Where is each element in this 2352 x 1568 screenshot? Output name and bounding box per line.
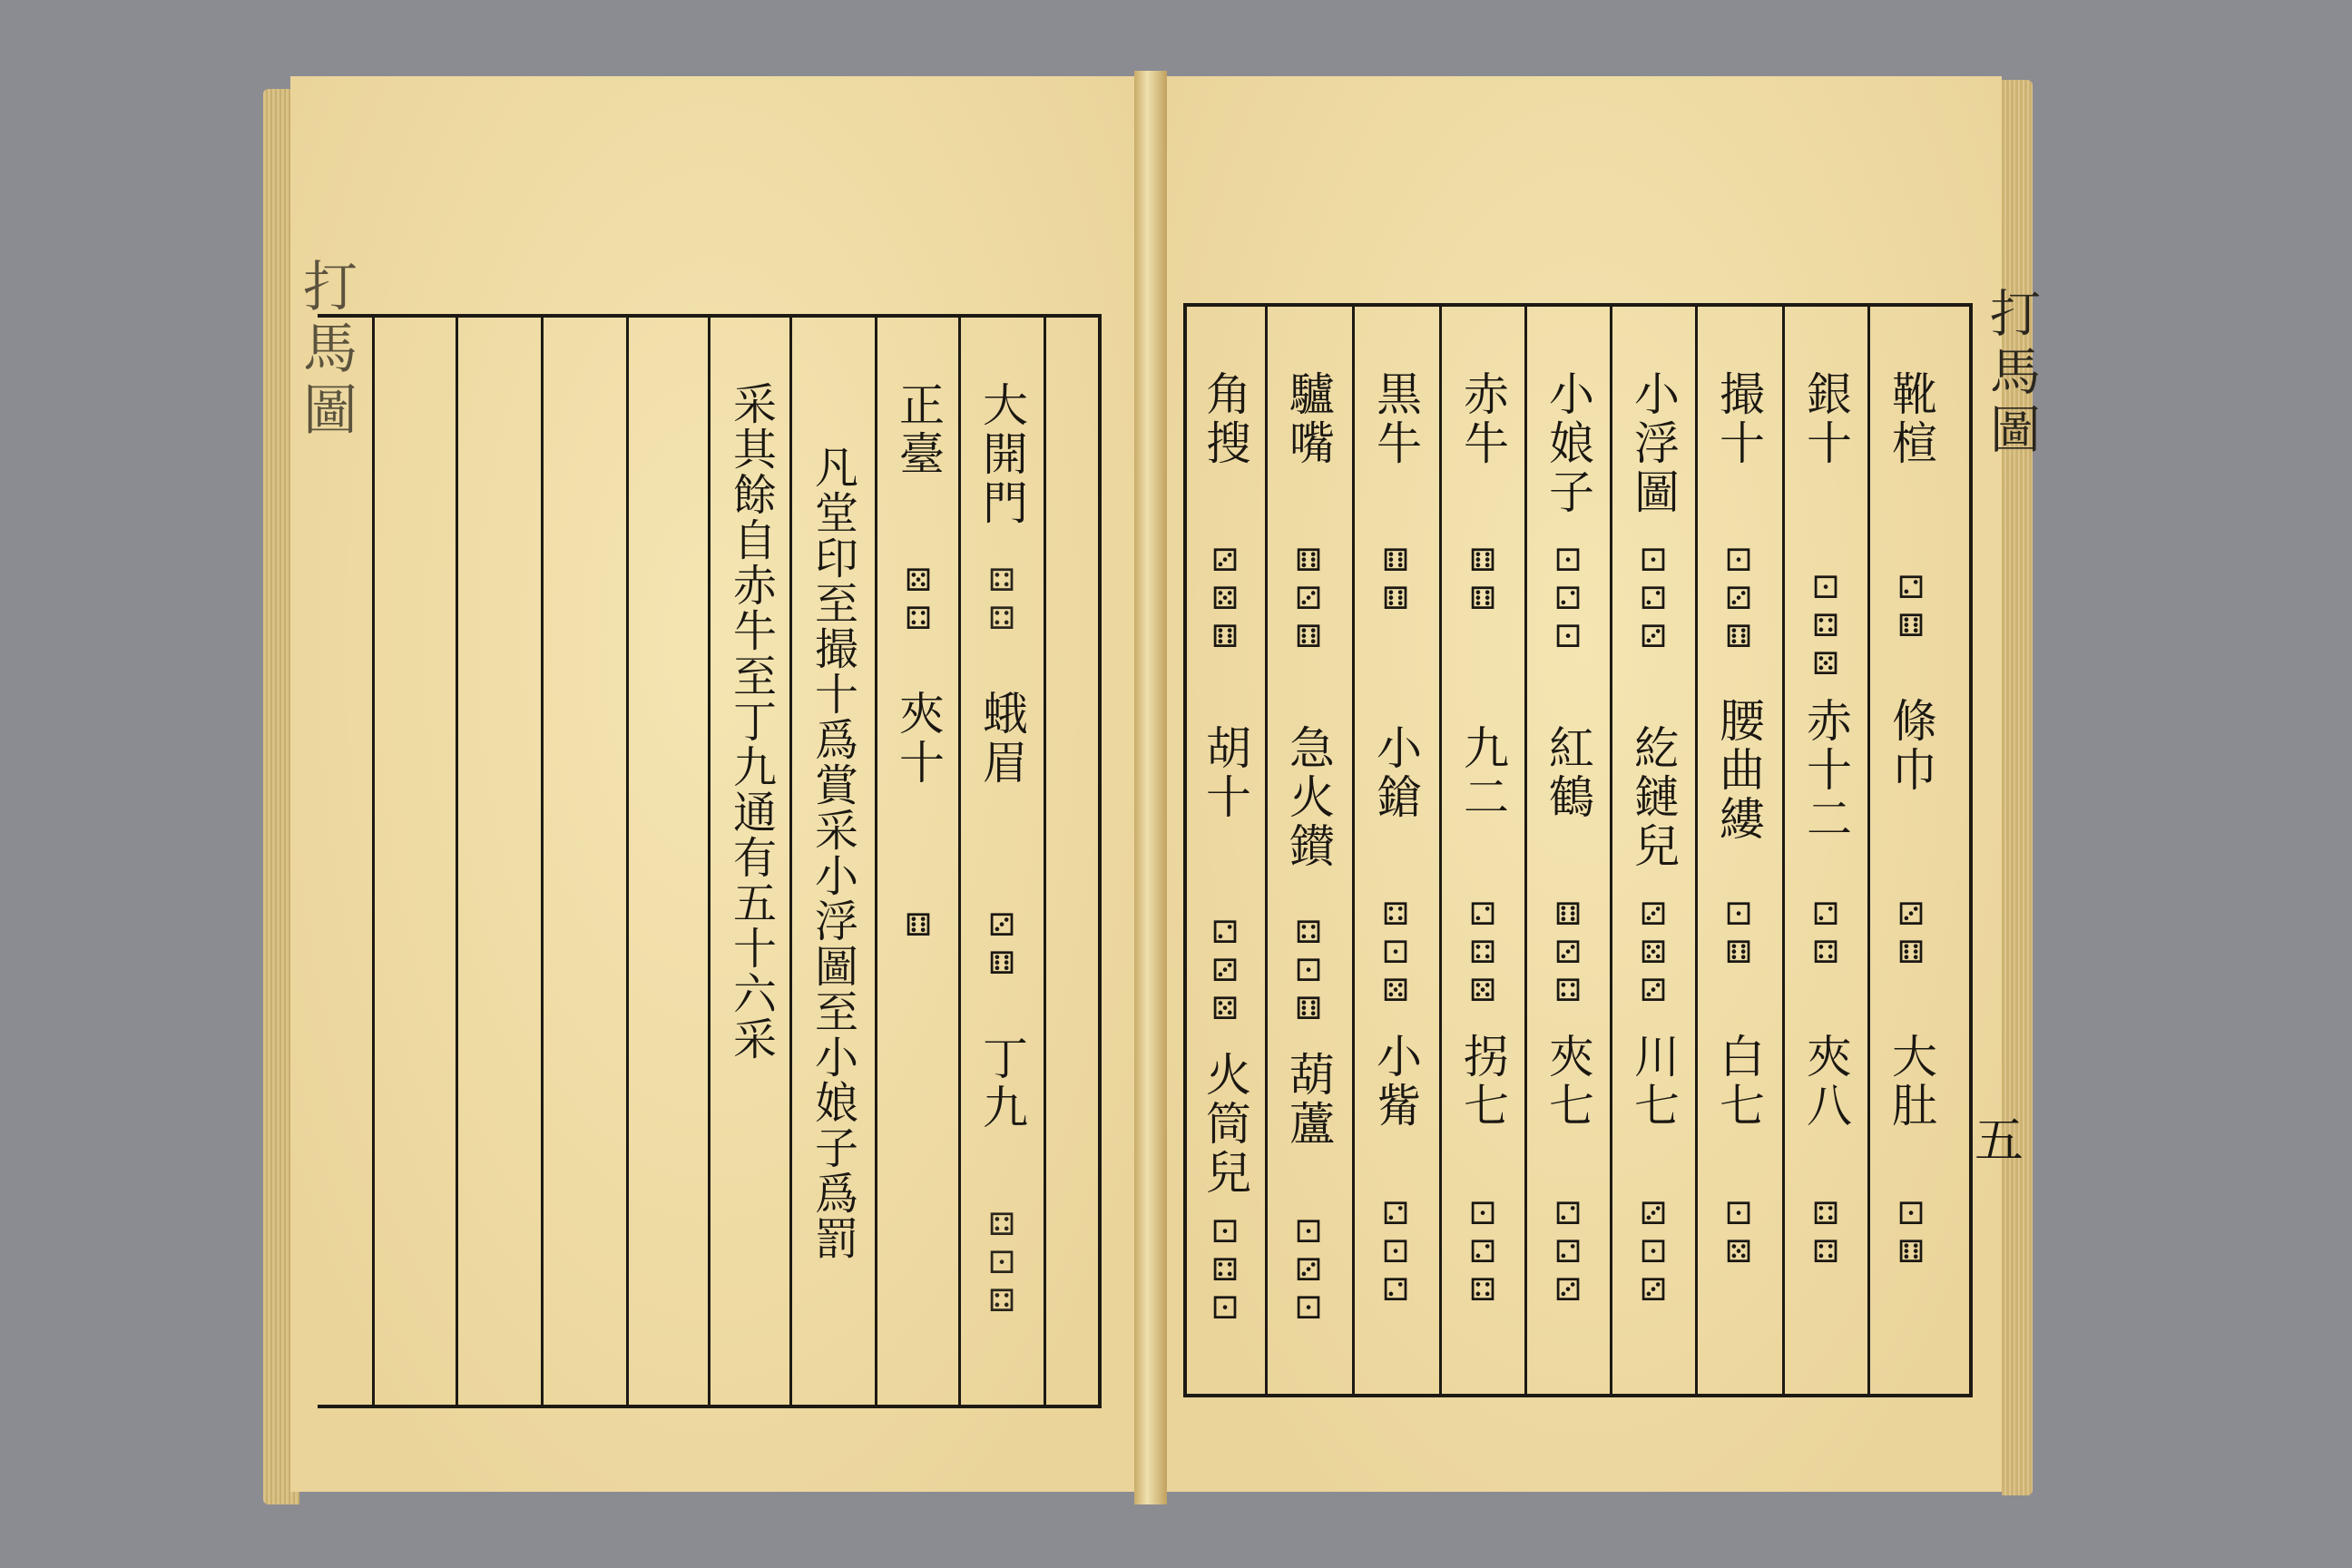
entry-column xyxy=(1439,334,1526,1367)
dice-pattern: ⚀⚅ xyxy=(1893,1196,1929,1272)
margin-title-left: 打馬圖 xyxy=(294,258,358,443)
column-rule xyxy=(541,318,544,1405)
entry-column xyxy=(1352,334,1439,1367)
dice-pattern: ⚀⚄ xyxy=(1720,1196,1757,1272)
entry-name: 火筒兒 xyxy=(1199,1051,1251,1198)
entry-name: 急火鑚 xyxy=(1282,724,1335,871)
dice-pattern: ⚁⚅ xyxy=(1893,570,1929,646)
entry-name: 小鎗 xyxy=(1369,724,1422,822)
right-page xyxy=(1167,76,2041,1492)
entry-heading: 小娘子 xyxy=(1542,370,1594,517)
dice-pattern: ⚀⚅ xyxy=(1720,897,1757,973)
dice-pattern: ⚀⚁⚀ xyxy=(1550,543,1586,657)
entry-column xyxy=(1867,334,1955,1367)
entry-name: 大肚 xyxy=(1885,1033,1937,1131)
entry-name: 蛾眉 xyxy=(975,690,1028,788)
dice-pattern: ⚀⚃⚀ xyxy=(1207,1214,1243,1328)
entry-name: 葫蘆 xyxy=(1282,1051,1335,1149)
text-column xyxy=(708,345,795,1377)
dice-pattern: ⚁⚃ xyxy=(1808,897,1844,973)
entry-column xyxy=(1695,334,1782,1367)
left-page-frame xyxy=(318,314,1102,1408)
entry-column xyxy=(1181,334,1269,1367)
entry-column xyxy=(1524,334,1612,1367)
dice-pattern: ⚂⚄⚂ xyxy=(1635,897,1671,1011)
dice-pattern: ⚃⚃ xyxy=(1808,1196,1844,1272)
dice-pattern: ⚅⚂⚅ xyxy=(1290,543,1327,657)
entry-name: 夾十 xyxy=(892,690,945,788)
entry-name: 腰曲縷 xyxy=(1712,697,1765,844)
entry-heading: 赤牛 xyxy=(1456,370,1509,468)
entry-name: 拐七 xyxy=(1456,1033,1509,1131)
entry-name: 川七 xyxy=(1627,1033,1680,1131)
text-column xyxy=(789,345,877,1377)
column-rule xyxy=(456,318,458,1405)
entry-name: 赤十二 xyxy=(1799,697,1852,844)
dice-pattern: ⚀⚂⚅ xyxy=(1720,543,1757,657)
dice-pattern: ⚀⚂⚀ xyxy=(1290,1214,1327,1328)
entry-column xyxy=(1782,334,1869,1367)
dice-pattern: ⚃⚀⚃ xyxy=(984,1207,1020,1321)
entry-name: 九二 xyxy=(1456,724,1509,822)
dice-pattern: ⚅⚅ xyxy=(1465,543,1501,619)
dice-pattern: ⚁⚃⚄ xyxy=(1465,897,1501,1011)
entry-heading: 角搜 xyxy=(1199,370,1251,468)
entry-column xyxy=(1610,334,1697,1367)
dice-pattern: ⚄⚃ xyxy=(900,563,936,639)
dice-pattern: ⚃⚃ xyxy=(984,563,1020,639)
entry-heading: 撮十 xyxy=(1712,370,1765,468)
dice-pattern: ⚅ xyxy=(900,907,936,946)
dice-pattern: ⚁⚂⚄ xyxy=(1207,915,1243,1029)
book-gutter xyxy=(1134,71,1167,1504)
dice-pattern: ⚃⚀⚅ xyxy=(1290,915,1327,1029)
entry-heading: 大開門 xyxy=(975,381,1028,528)
dice-pattern: ⚅⚂⚃ xyxy=(1550,897,1586,1011)
entry-heading: 正臺 xyxy=(892,381,945,479)
left-page xyxy=(290,76,1134,1492)
column-rule xyxy=(626,318,629,1405)
entry-heading: 驢嘴 xyxy=(1282,370,1335,468)
dice-pattern: ⚂⚀⚂ xyxy=(1635,1196,1671,1310)
entry-name: 小觜 xyxy=(1369,1033,1422,1131)
prose-line: 采其餘自赤牛至丁九通有五十六采 xyxy=(725,381,777,1062)
entry-heading: 銀十 xyxy=(1799,370,1852,468)
entry-name: 夾七 xyxy=(1542,1033,1594,1131)
entry-name: 紇鏈兒 xyxy=(1627,724,1680,871)
margin-title-right: 打馬圖 xyxy=(1982,287,2041,461)
dice-pattern: ⚁⚀⚁ xyxy=(1377,1196,1414,1310)
page-number: 五 xyxy=(1975,1112,2024,1169)
entry-column xyxy=(1265,334,1352,1367)
dice-pattern: ⚂⚅ xyxy=(984,907,1020,984)
dice-pattern: ⚁⚁⚂ xyxy=(1550,1196,1586,1310)
dice-pattern: ⚀⚁⚃ xyxy=(1465,1196,1501,1310)
entry-name: 紅鶴 xyxy=(1542,724,1594,822)
open-book xyxy=(263,71,2041,1509)
dice-pattern: ⚀⚁⚂ xyxy=(1635,543,1671,657)
entry-name: 條巾 xyxy=(1885,697,1937,795)
entry-heading: 靴楦 xyxy=(1885,370,1937,468)
entry-name: 夾八 xyxy=(1799,1033,1852,1131)
column-rule xyxy=(372,318,375,1405)
prose-line: 凡堂印至撮十爲賞采小浮圖至小娘子爲罰 xyxy=(807,445,858,1261)
entry-heading: 小浮圖 xyxy=(1627,370,1680,517)
entry-column xyxy=(875,345,962,1377)
dice-pattern: ⚀⚃⚄ xyxy=(1808,570,1844,684)
dice-pattern: ⚅⚅ xyxy=(1377,543,1414,619)
entry-column xyxy=(958,345,1045,1377)
entry-name: 丁九 xyxy=(975,1034,1028,1132)
dice-pattern: ⚂⚄⚅ xyxy=(1207,543,1243,657)
entry-name: 胡十 xyxy=(1199,724,1251,822)
entry-heading: 黒牛 xyxy=(1369,370,1422,468)
right-page-frame xyxy=(1183,303,1973,1397)
dice-pattern: ⚂⚅ xyxy=(1893,897,1929,973)
entry-name: 白七 xyxy=(1712,1033,1765,1131)
dice-pattern: ⚃⚀⚄ xyxy=(1377,897,1414,1011)
